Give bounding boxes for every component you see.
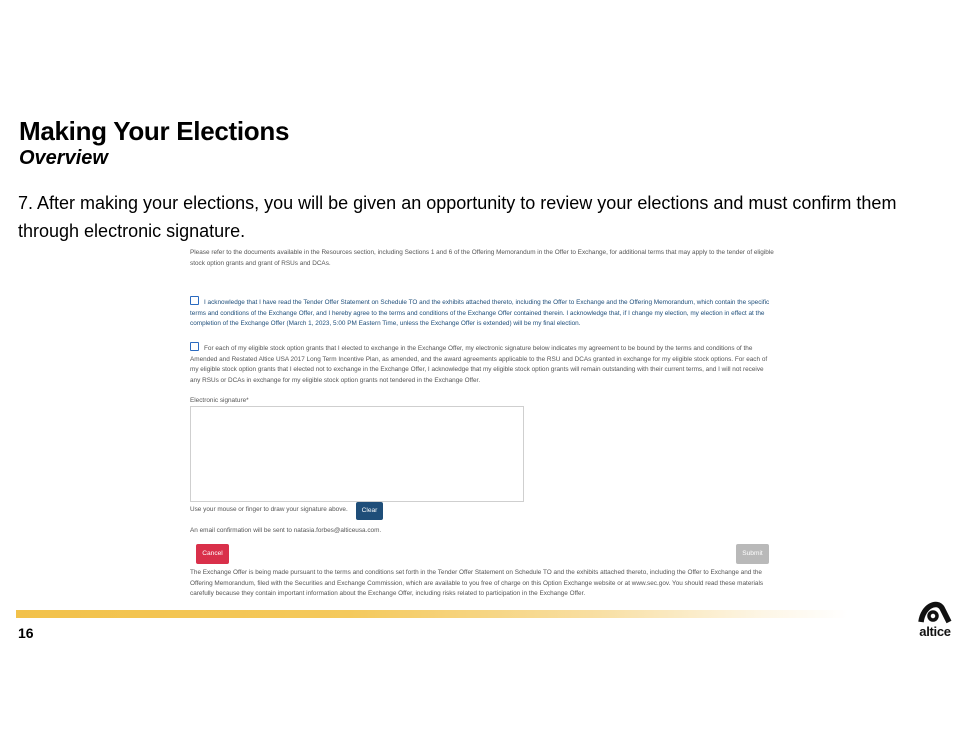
cancel-button[interactable]: Cancel xyxy=(196,544,229,564)
submit-button[interactable]: Submit xyxy=(736,544,769,564)
email-confirmation-note: An email confirmation will be sent to natasia.forbes@alticeusa.com. xyxy=(190,527,382,534)
acknowledgement-2-text: For each of my eligible stock option grants that I elected to exchange in the Exchange Offer, my electronic signature below indicates my agreement to be bound by the terms and conditions of the Amended and Restated Altice USA 2017 Long Term Incentive Plan, as amended, and the award agreements applicable to the RSU and DCAs granted in exchange for my eligible stock options. For each of my eligible stock option grants that I elected not to exchange in the Exchange Offer, I acknowledge that my eligible stock option grants will remain outstanding with their current terms, and I will not receive any RSUs or DCAs in exchange for my eligible stock option grants not tendered in the Exchange Offer. xyxy=(190,345,768,384)
page-number: 16 xyxy=(18,625,34,641)
checkbox-icon[interactable] xyxy=(190,342,199,351)
footer-accent-bar xyxy=(16,610,848,618)
slide-body-text: 7. After making your elections, you will be given an opportunity to review your elections and must confirm them through electronic signature. xyxy=(18,193,897,241)
altice-logo xyxy=(913,596,957,642)
slide-subtitle: Overview xyxy=(19,147,108,169)
acknowledgement-2 xyxy=(190,342,775,386)
slide-title: Making Your Elections xyxy=(19,116,290,146)
form-intro-text: Please refer to the documents available in the Resources section, including Sections 1 and 6 of the Offering Memorandum in the Offer to Exchange, for additional terms that may apply to the tender of eligible stock option grants and grant of RSUs and DCAs. xyxy=(190,249,774,267)
signature-label: Electronic signature* xyxy=(190,397,249,404)
logo-text: altice xyxy=(919,624,951,639)
signature-pad[interactable] xyxy=(190,406,524,502)
checkbox-icon[interactable] xyxy=(190,296,199,305)
acknowledgement-1 xyxy=(190,296,775,330)
signature-hint: Use your mouse or finger to draw your signature above. xyxy=(190,506,348,513)
disclaimer-text: The Exchange Offer is being made pursuant to the terms and conditions set forth in the Tender Offer Statement on Schedule TO and the exhibits attached thereto, including the Offer to Exchange and the Offering Memorandum, filed with the Securities and Exchange Commission, which are available to you free of charge on this Option Exchange website or at www.sec.gov. You should read these materials carefully because they contain important information about the Exchange Offer, including risks related to participation in the Exchange Offer. xyxy=(190,569,764,597)
altice-logo-icon xyxy=(918,598,952,624)
election-form-screenshot xyxy=(180,244,780,604)
acknowledgement-1-text: I acknowledge that I have read the Tender Offer Statement on Schedule TO and the exhibits attached thereto, including the Offer to Exchange and the Offering Memorandum, which contain the specific terms and conditions of the Exchange Offer, and I hereby agree to the terms and conditions of the Exchange Offer contained therein. I acknowledge that, if I change my election, my election in effect at the completion of the Exchange Offer (March 1, 2023, 5:00 PM Eastern Time, unless the Exchange Offer is extended) will be my final election. xyxy=(190,299,770,327)
clear-button[interactable]: Clear xyxy=(356,502,383,520)
